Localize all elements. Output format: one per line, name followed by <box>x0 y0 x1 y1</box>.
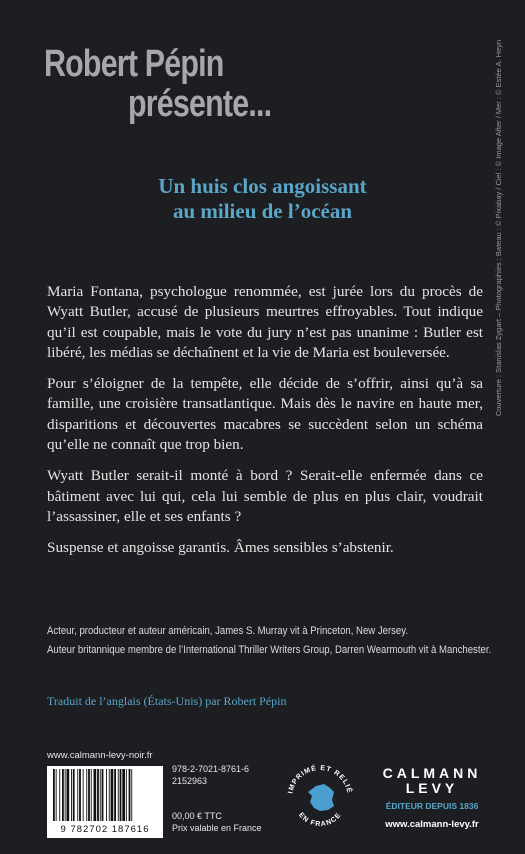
barcode <box>47 766 163 838</box>
product-code: 2152963 <box>172 775 208 786</box>
made-in-france-stamp <box>280 756 360 836</box>
author-bios <box>47 622 492 660</box>
presents-label: présente... <box>128 83 272 125</box>
france-map-icon <box>308 784 334 811</box>
header <box>44 44 307 124</box>
blurb-paragraph: Maria Fontana, psychologue renommée, est jurée lors du procès de Wyatt Butler, accusé de plusieurs meurtres effroyables. Tout indique qu’il est coupable, mais le vote du jury n’est pas unanime : Butler est libéré, les médias se déchaînent et la vie de Maria est bouleversée. <box>47 283 483 361</box>
blurb-paragraph: Pour s’éloigner de la tempête, elle décide de s’offrir, ainsi qu’à sa famille, une croisière transatlantique. Mais dès le navire en haute mer, disparitions et découvertes macabres se succèdent selon un schéma qu’elle ne connaît que trop bien. <box>47 375 483 454</box>
price-note: Prix valable en France <box>172 822 262 833</box>
isbn: 978-2-7021-8761-6 <box>172 764 250 774</box>
price: 00,00 € TTC <box>172 811 222 821</box>
translation-credit: Traduit de l’anglais (États-Unis) par Robert Pépin <box>47 694 287 708</box>
barcode-number: 9 782702 187616 <box>60 824 150 835</box>
tagline-line-2: au milieu de l’océan <box>172 199 353 223</box>
barcode-bars <box>47 766 163 824</box>
tagline-line-1: Un huis clos angoissant <box>158 174 367 198</box>
cover-credit: Couverture : Stanislas Zygart – Photographies : Bateau : © Pixabay / Ciel : © Image After / Mer : © Estée A. Heyn <box>494 39 503 417</box>
publisher-logo <box>372 766 492 830</box>
publisher-url: www.calmann-levy.fr <box>385 819 479 830</box>
blurb-paragraph: Wyatt Butler serait-il monté à bord ? Serait-elle enfermée dans ce bâtiment avec lui qui, cela lui semble de plus en plus clair, voudrait l’assassiner, elle et ses enfants ? <box>47 467 483 525</box>
publisher-name-1: CALMANN <box>382 765 482 781</box>
imprint-website: www.calmann-levy-noir.fr <box>47 750 153 761</box>
publisher-name-2: LEVY <box>405 780 459 796</box>
stamp-bottom-text: EN FRANCE <box>296 811 344 829</box>
price-block <box>172 811 262 834</box>
stamp-top-text: IMPRIMÉ ET RELIÉ <box>287 764 353 795</box>
blurb-paragraph: Suspense et angoisse garantis. Âmes sensibles s’abstenir. <box>47 539 394 557</box>
blurb <box>47 282 483 570</box>
publisher-since: ÉDITEUR DEPUIS 1836 <box>385 801 479 811</box>
tagline <box>0 174 525 224</box>
svg-text:EN FRANCE <box>297 812 343 829</box>
isbn-block <box>172 764 249 787</box>
author-bio-2: Auteur britannique membre de l’International Thriller Writers Group, Darren Wearmouth vit à Manchester. <box>47 644 492 656</box>
presenter-name: Robert Pépin <box>44 43 224 85</box>
author-bio-1: Acteur, producteur et auteur américain, James S. Murray vit à Princeton, New Jersey. <box>47 625 408 637</box>
